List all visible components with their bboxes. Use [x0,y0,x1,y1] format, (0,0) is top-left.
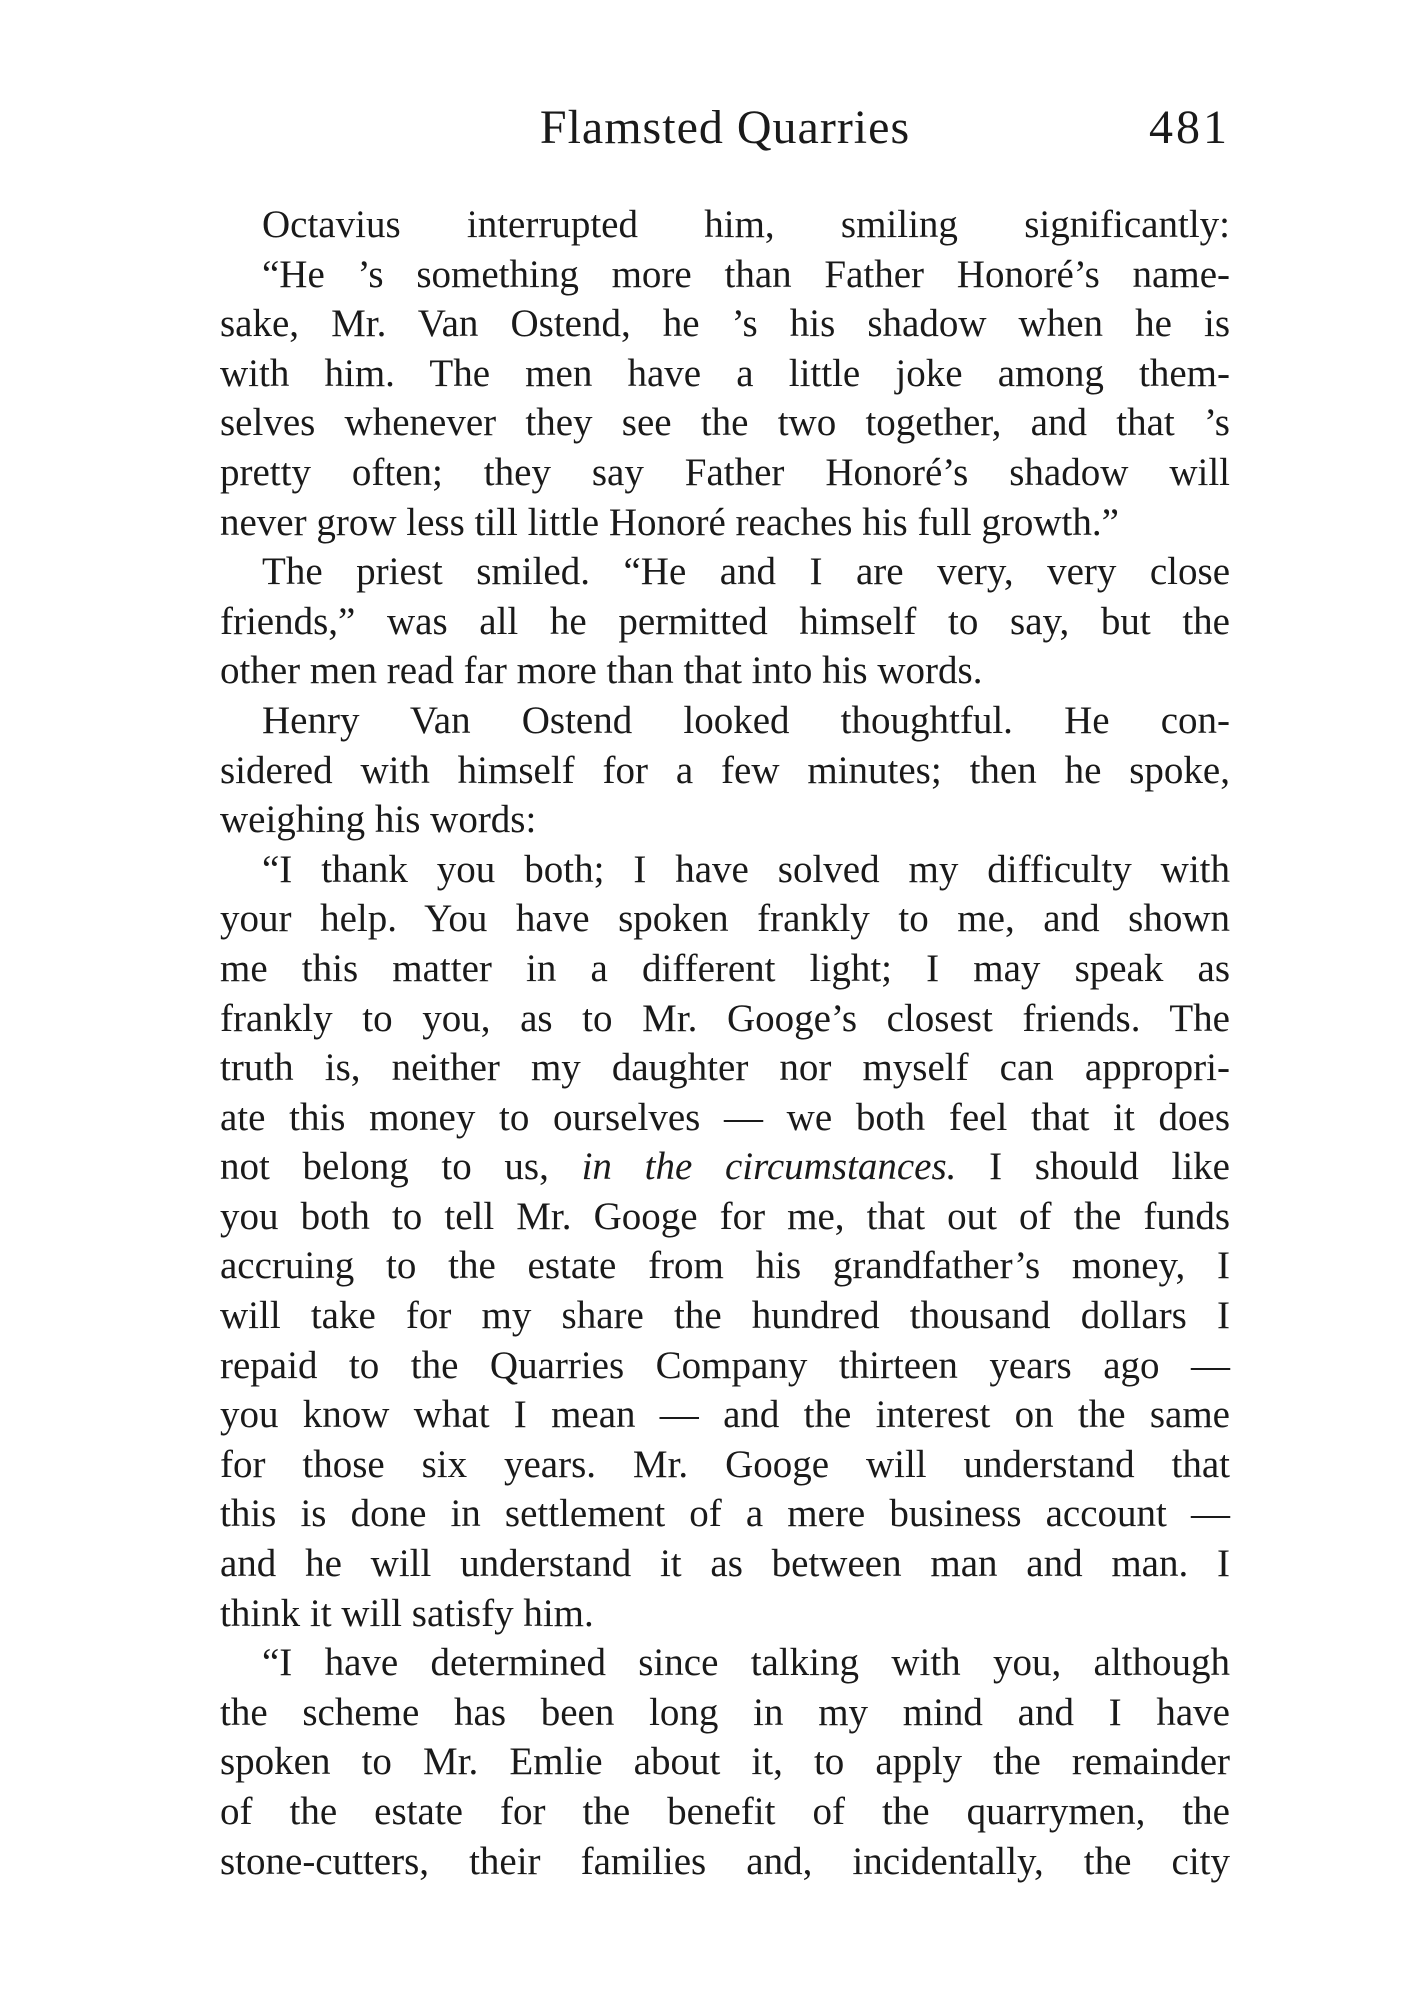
text-line: Henry Van Ostend looked thoughtful. He con- [262,698,1230,742]
text-line: you both to tell Mr. Googe for me, that out of the funds [220,1194,1230,1238]
text-line: you know what I mean — and the interest on the same [220,1393,1230,1437]
body-text [220,200,1230,1886]
text-line: The priest smiled. “He and I are very, very close [262,550,1230,594]
text-line: spoken to Mr. Emlie about it, to apply the remainder [220,1740,1230,1784]
text-line: selves whenever they see the two together, and that ’s [220,401,1230,445]
text-line: think it will satisfy him. [220,1591,594,1635]
text-line: pretty often; they say Father Honoré’s shadow will [220,450,1230,494]
text-line: with him. The men have a little joke among them- [220,351,1230,395]
text-line: never grow less till little Honoré reaches his full growth.” [220,500,1119,544]
running-head [220,100,1230,160]
text-line: of the estate for the benefit of the quarrymen, the [220,1790,1230,1833]
text-line: your help. You have spoken frankly to me, and shown [220,897,1230,941]
text-line: weighing his words: [220,798,537,842]
text-line: ate this money to ourselves — we both feel that it does [220,1095,1230,1139]
text-line [220,1142,1230,1192]
text-line: will take for my share the hundred thousand dollars I [220,1294,1230,1338]
text-line: for those six years. Mr. Googe will understand that [220,1442,1230,1486]
running-title: Flamsted Quarries [539,101,911,154]
page-number: 481 [1149,101,1230,154]
text-line: repaid to the Quarries Company thirteen years ago — [220,1343,1230,1387]
text-line: Octavius interrupted him, smiling significantly: [262,203,1230,246]
text-segment: not belong to us, [220,1145,582,1189]
text-line: frankly to you, as to Mr. Googe’s closest friends. The [220,996,1230,1040]
italic-phrase: in the circumstances. [581,1145,957,1189]
text-line: sidered with himself for a few minutes; then he spoke, [220,748,1230,792]
text-line: me this matter in a different light; I may speak as [220,946,1230,990]
text-line: other men read far more than that into his words. [220,649,983,693]
text-line: this is done in settlement of a mere business account — [220,1492,1230,1536]
text-line: sake, Mr. Van Ostend, he ’s his shadow when he is [220,302,1230,346]
text-line: accruing to the estate from his grandfather’s money, I [220,1244,1230,1288]
text-line: the scheme has been long in my mind and I have [220,1690,1230,1734]
text-line: friends,” was all he permitted himself to say, but the [220,599,1230,643]
text-line: truth is, neither my daughter nor myself can appropri- [220,1046,1230,1090]
text-line: “He ’s something more than Father Honoré’s name- [262,252,1230,296]
text-line: stone-cutters, their families and, incidentally, the city [220,1839,1230,1883]
text-line: “I have determined since talking with you, although [262,1641,1230,1685]
text-line: and he will understand it as between man and man. I [220,1542,1230,1586]
text-line: “I thank you both; I have solved my difficulty with [262,847,1230,891]
text-segment: I should like [956,1145,1230,1189]
